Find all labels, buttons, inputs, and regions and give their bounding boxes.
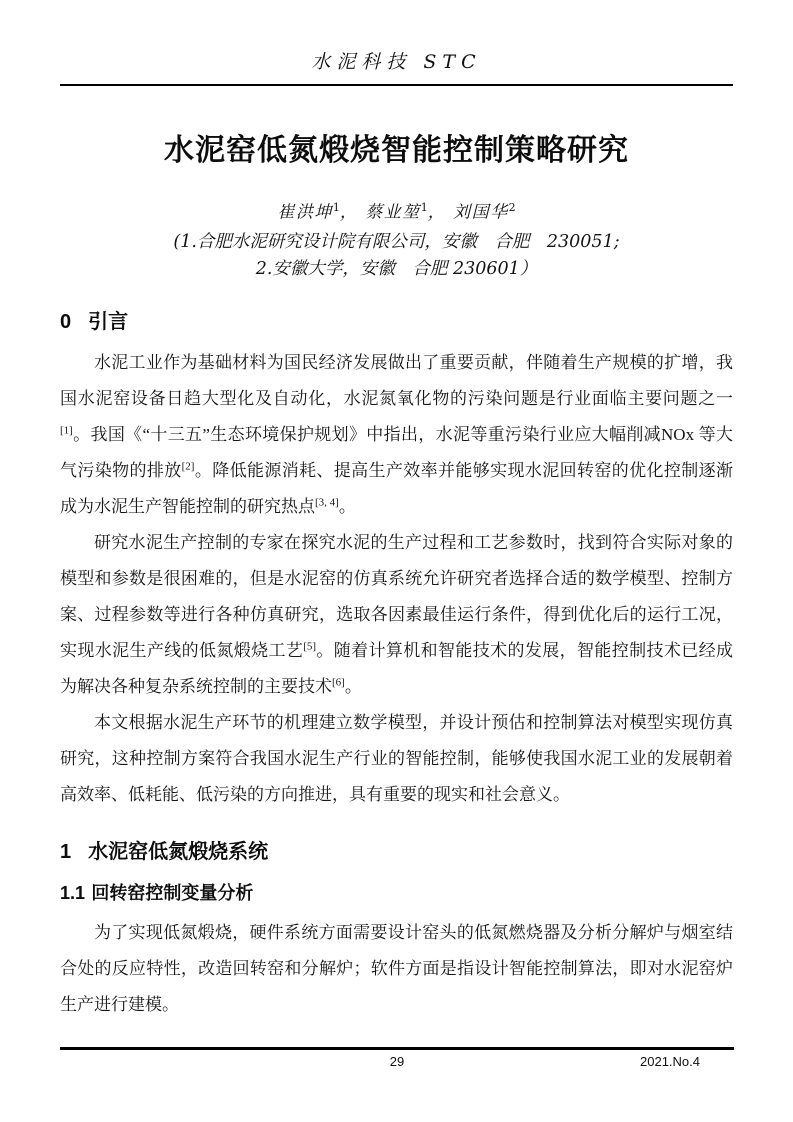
author-affiliation-superscript: 1 <box>420 201 428 214</box>
author-name: 刘国华 <box>453 202 509 223</box>
author-name: 崔洪坤 <box>277 202 333 223</box>
affiliation-line: (1.合肥水泥研究设计院有限公司，安徽 合肥 230051; <box>173 231 620 252</box>
article-body <box>60 307 733 1023</box>
section-number: 1 <box>60 840 72 863</box>
section-number: 1.1 <box>60 882 86 903</box>
article-title: 水泥窑低氮煅烧智能控制策略研究 <box>164 134 629 167</box>
issue-label: 2021.No.4 <box>640 1054 700 1069</box>
paragraph: 水泥工业作为基础材料为国民经济发展做出了重要贡献，伴随着生产规模的扩增，我国水泥窑设备日趋大型化及自动化，水泥氮氧化物的污染问题是行业面临主要问题之一[1]。我国《“十三五”生态环境保护规划》中指出，水泥等重污染行业应大幅削减NOx 等大气污染物的排放[2]。降低能源消耗、提高生产效率并能够实现水泥回转窑的优化控制逐渐成为水泥生产智能控制的研究热点[3, 4]。 <box>60 352 734 516</box>
paragraph: 本文根据水泥生产环节的机理建立数学模型，并设计预估和控制算法对模型实现仿真研究，这种控制方案符合我国水泥生产行业的智能控制，能够使我国水泥工业的发展朝着高效率、低耗能、低污染的方向推进，具有重要的现实和社会意义。 <box>60 712 733 804</box>
section-heading <box>60 307 733 337</box>
journal-header-title: 水泥科技 STC <box>311 51 482 73</box>
section-title: 水泥窑低氮煅烧系统 <box>88 840 269 863</box>
section-number: 0 <box>60 310 72 333</box>
section-heading <box>60 837 733 867</box>
affiliation-line: 2.安徽大学，安徽 合肥 230601） <box>255 258 538 279</box>
section-title: 引言 <box>88 310 129 333</box>
paragraph: 研究水泥生产控制的专家在探究水泥的生产过程和工艺参数时，找到符合实际对象的模型和参数是很困难的，但是水泥窑的仿真系统允许研究者选择合适的数学模型、控制方案、过程参数等进行各种仿真研究，选取各因素最佳运行条件，得到优化后的运行工况，实现水泥生产线的低氮煅烧工艺[5]。随着计算机和智能技术的发展，智能控制技术已经成为解决各种复杂系统控制的主要技术[6]。 <box>60 532 734 696</box>
footer-row <box>60 1054 734 1070</box>
page-footer <box>60 1047 734 1070</box>
paragraph: 为了实现低氮煅烧，硬件系统方面需要设计窑头的低氮燃烧器及分析分解炉与烟室结合处的反应特性，改造回转窑和分解炉；软件方面是指设计智能控制算法，即对水泥窑炉生产进行建模。 <box>60 922 733 1014</box>
authors-line: 崔洪坤$^1$， 蔡业堃$^1$， 刘国华$^2$ <box>277 201 516 223</box>
author-affiliation-superscript: 2 <box>508 201 516 214</box>
page-number: 29 <box>389 1054 405 1069</box>
affiliations-block <box>60 229 733 283</box>
section-heading <box>60 879 733 907</box>
header-rule <box>60 84 733 86</box>
footer-rule <box>60 1047 734 1050</box>
section-title: 回转窑控制变量分析 <box>91 882 254 903</box>
author-affiliation-superscript: 1 <box>332 201 340 214</box>
citation-ref: [2] <box>181 460 195 472</box>
citation-ref: [5] <box>303 640 317 652</box>
citation-ref: [1] <box>60 424 73 436</box>
page-content <box>60 0 733 1023</box>
author-name: 蔡业堃 <box>365 202 421 223</box>
citation-ref: [6] <box>332 676 345 688</box>
citation-ref: [3, 4] <box>315 496 339 508</box>
